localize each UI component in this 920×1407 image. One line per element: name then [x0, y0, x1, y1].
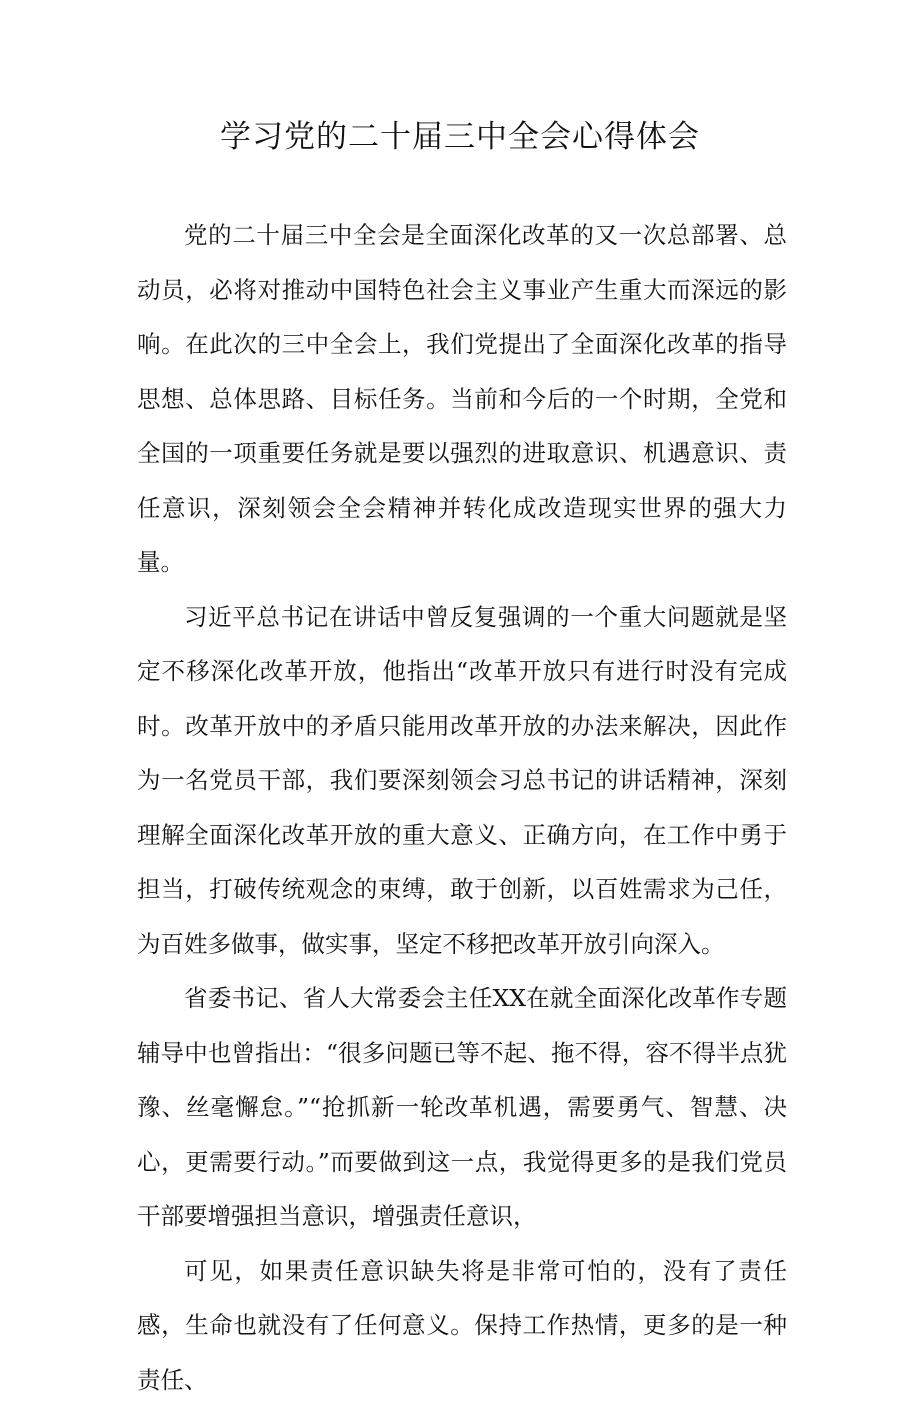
paragraph-1: 党的二十届三中全会是全面深化改革的又一次总部署、总动员，必将对推动中国特色社会主义事业产生重大而深远的影响。在此次的三中全会上，我们党提出了全面深化改革的指导思想、总体思路、目标任务。当前和今后的一个时期，全党和全国的一项重要任务就是要以强烈的进取意识、机遇意识、责任意识，深刻领会全会精神并转化成改造现实世界的强大力量。	[137, 208, 787, 590]
document-title: 学习党的二十届三中全会心得体会	[0, 112, 920, 162]
document-body	[137, 208, 787, 1407]
paragraph-3: 省委书记、省人大常委会主任XX在就全面深化改革作专题辅导中也曾指出：“很多问题已等不起、拖不得，容不得半点犹豫、丝毫懈怠。”“抢抓新一轮改革机遇，需要勇气、智慧、决心，更需要行动。”而要做到这一点，我觉得更多的是我们党员干部要增强担当意识，增强责任意识，	[137, 971, 787, 1244]
paragraph-2: 习近平总书记在讲话中曾反复强调的一个重大问题就是坚定不移深化改革开放，他指出“改革开放只有进行时没有完成时。改革开放中的矛盾只能用改革开放的办法来解决，因此作为一名党员干部，我们要深刻领会习总书记的讲话精神，深刻理解全面深化改革开放的重大意义、正确方向，在工作中勇于担当，打破传统观念的束缚，敢于创新，以百姓需求为己任，为百姓多做事，做实事，坚定不移把改革开放引向深入。	[137, 590, 787, 972]
paragraph-4: 可见，如果责任意识缺失将是非常可怕的，没有了责任感，生命也就没有了任何意义。保持工作热情，更多的是一种责任、	[137, 1244, 787, 1407]
